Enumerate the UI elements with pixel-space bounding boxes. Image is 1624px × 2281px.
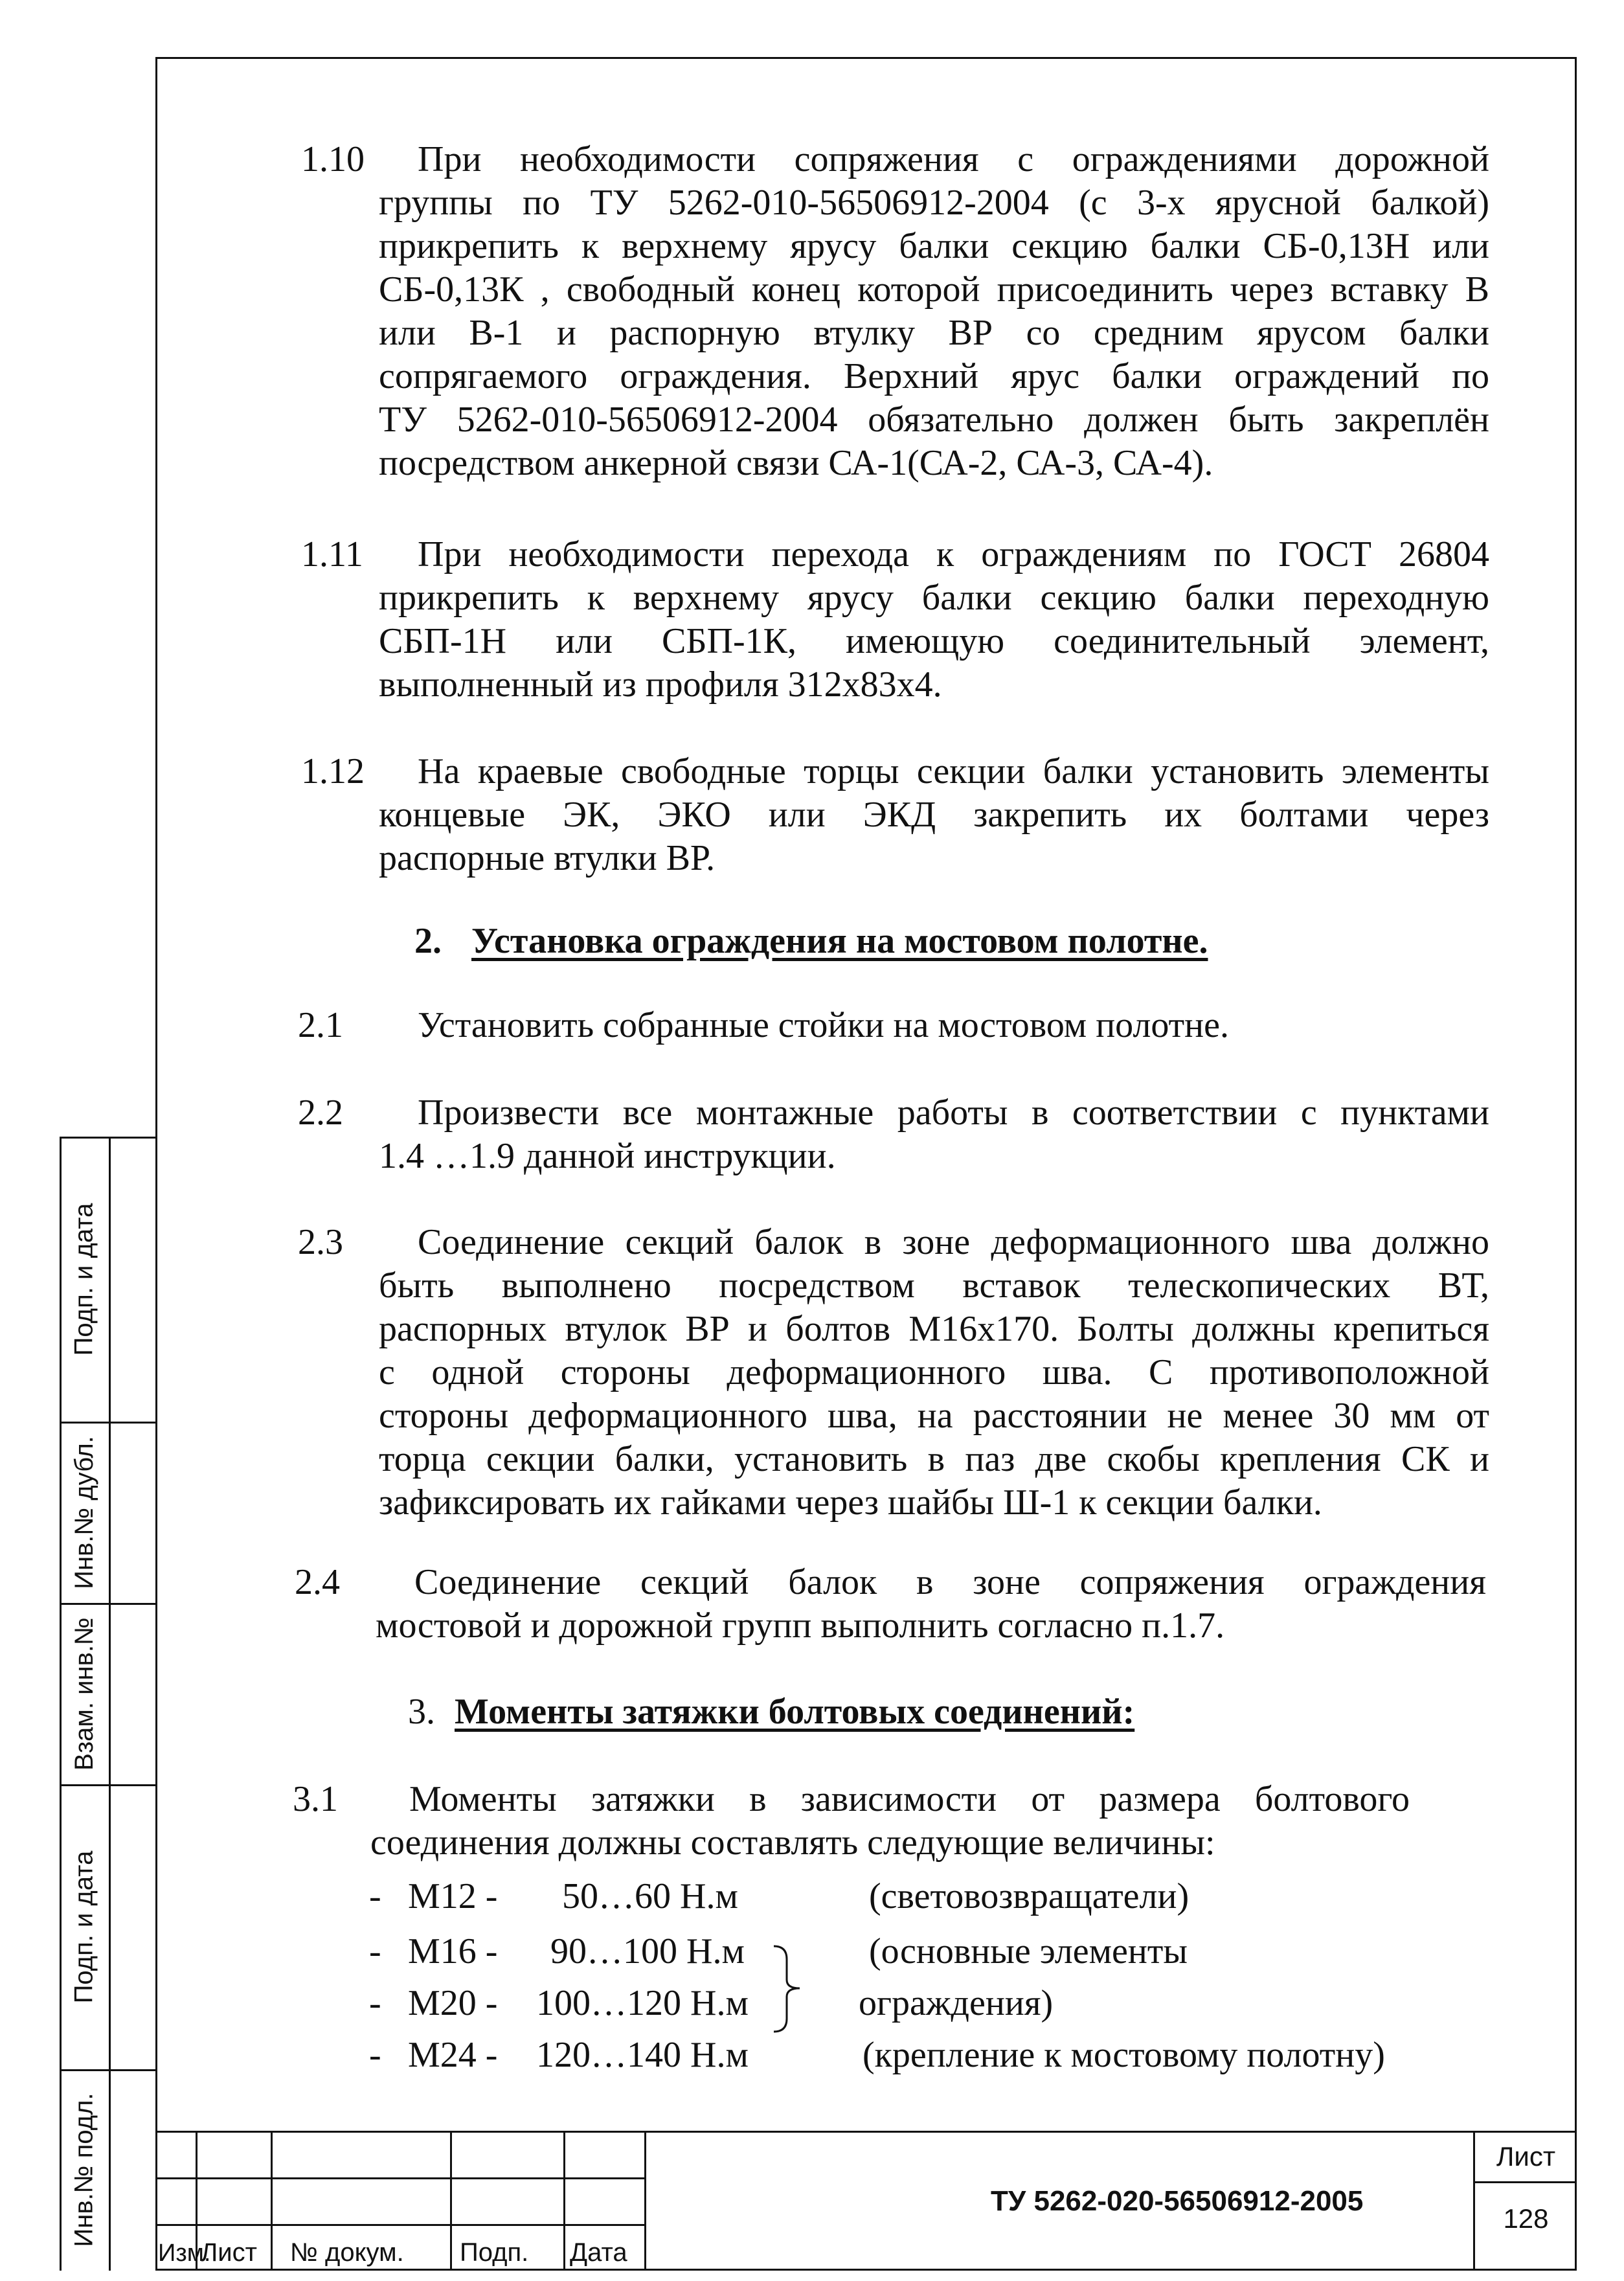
col-label-signature: Подп.: [460, 2238, 529, 2267]
clause-text: Моменты затяжки в зависимости от размера болтового соединения должны составлять следующие величины:: [370, 1779, 1410, 1863]
col-label-date: Дата: [570, 2238, 627, 2267]
col-label-doc-number: № докум.: [290, 2238, 404, 2267]
clause-text: Соединение секций балок в зоне деформационного шва должно быть выполнено посредством вставок телескопических ВТ, распорных втулок ВР и болтов М16х170. Болты должны крепиться с одной стороны деформационного шва. С противоположной стороны деформационного шва, на расстоянии не менее 30 мм от торца секции балки, установить в паз две скобы крепления СК и зафиксировать их гайками через шайбы Ш-1 к секции балки.: [379, 1222, 1489, 1523]
clause-text: Установить собранные стойки на мостовом полотне.: [418, 1005, 1229, 1045]
clause-text: Соединение секций балок в зоне сопряжения ограждения мостовой и дорожной групп выполнить согласно п.1.7.: [376, 1562, 1486, 1646]
clause-text: При необходимости сопряжения с ограждениями дорожной группы по ТУ 5262-010-56506912-2004 (с 3-х ярусной балкой) прикрепить к верхнему ярусу балки секцию балки СБ-0,13Н или СБ-0,13К , свободный конец которой присоединить через вставку В или В-1 и распорную втулку ВР со средним ярусом балки сопрягаемого ограждения. Верхний ярус балки ограждений по ТУ 5262-010-56506912-2004 обязательно должен быть закреплён посредством анкерной связи СА-1(СА-2, СА-3, СА-4).: [379, 139, 1489, 483]
section-heading-3: 3. Моменты затяжки болтовых соединений:: [408, 1692, 1135, 1732]
clause-number: 1.11: [301, 534, 363, 574]
side-label-replace-inv: Взам. инв.№: [69, 1617, 98, 1771]
col-label-sheet: Лист: [201, 2238, 257, 2267]
clause-text: Произвести все монтажные работы в соответствии с пунктами 1.4 …1.9 данной инструкции.: [379, 1093, 1489, 1176]
section-heading-2: 2. Установка ограждения на мостовом полотне.: [414, 921, 1208, 961]
document-code: ТУ 5262-020-56506912-2005: [991, 2185, 1364, 2217]
clause-text: На краевые свободные торцы секции балки установить элементы концевые ЭК, ЭКО или ЭКД закрепить их болтами через распорные втулки ВР.: [379, 751, 1489, 878]
title-block: [155, 2131, 1577, 2271]
side-label-sign-date-bottom: Подп. и дата: [69, 1850, 98, 2003]
sheet-number: 128: [1503, 2203, 1549, 2234]
clause-number: 1.12: [301, 751, 365, 791]
clause-number: 1.10: [301, 139, 365, 179]
clause-number: 3.1: [293, 1779, 338, 1819]
grouping-brace-icon: [769, 1940, 820, 2037]
clause-text: При необходимости перехода к ограждениям по ГОСТ 26804 прикрепить к верхнему ярусу балки секцию балки переходную СБП-1Н или СБП-1К, имеющую соединительный элемент, выполненный из профиля 312х83х4.: [379, 534, 1489, 705]
col-label-change: Изм.: [158, 2240, 211, 2267]
clause-number: 2.4: [295, 1562, 340, 1602]
side-stamp-column: [60, 1137, 155, 2271]
clause-number: 2.2: [298, 1093, 343, 1133]
clause-number: 2.3: [298, 1222, 343, 1262]
clause-number: 2.1: [298, 1005, 343, 1045]
side-label-original-inv: Инв.№ подл.: [69, 2093, 98, 2247]
sheet-label: Лист: [1496, 2141, 1556, 2172]
side-label-sign-date-top: Подп. и дата: [69, 1203, 98, 1356]
side-label-duplicate-inv: Инв.№ дубл.: [69, 1435, 98, 1589]
